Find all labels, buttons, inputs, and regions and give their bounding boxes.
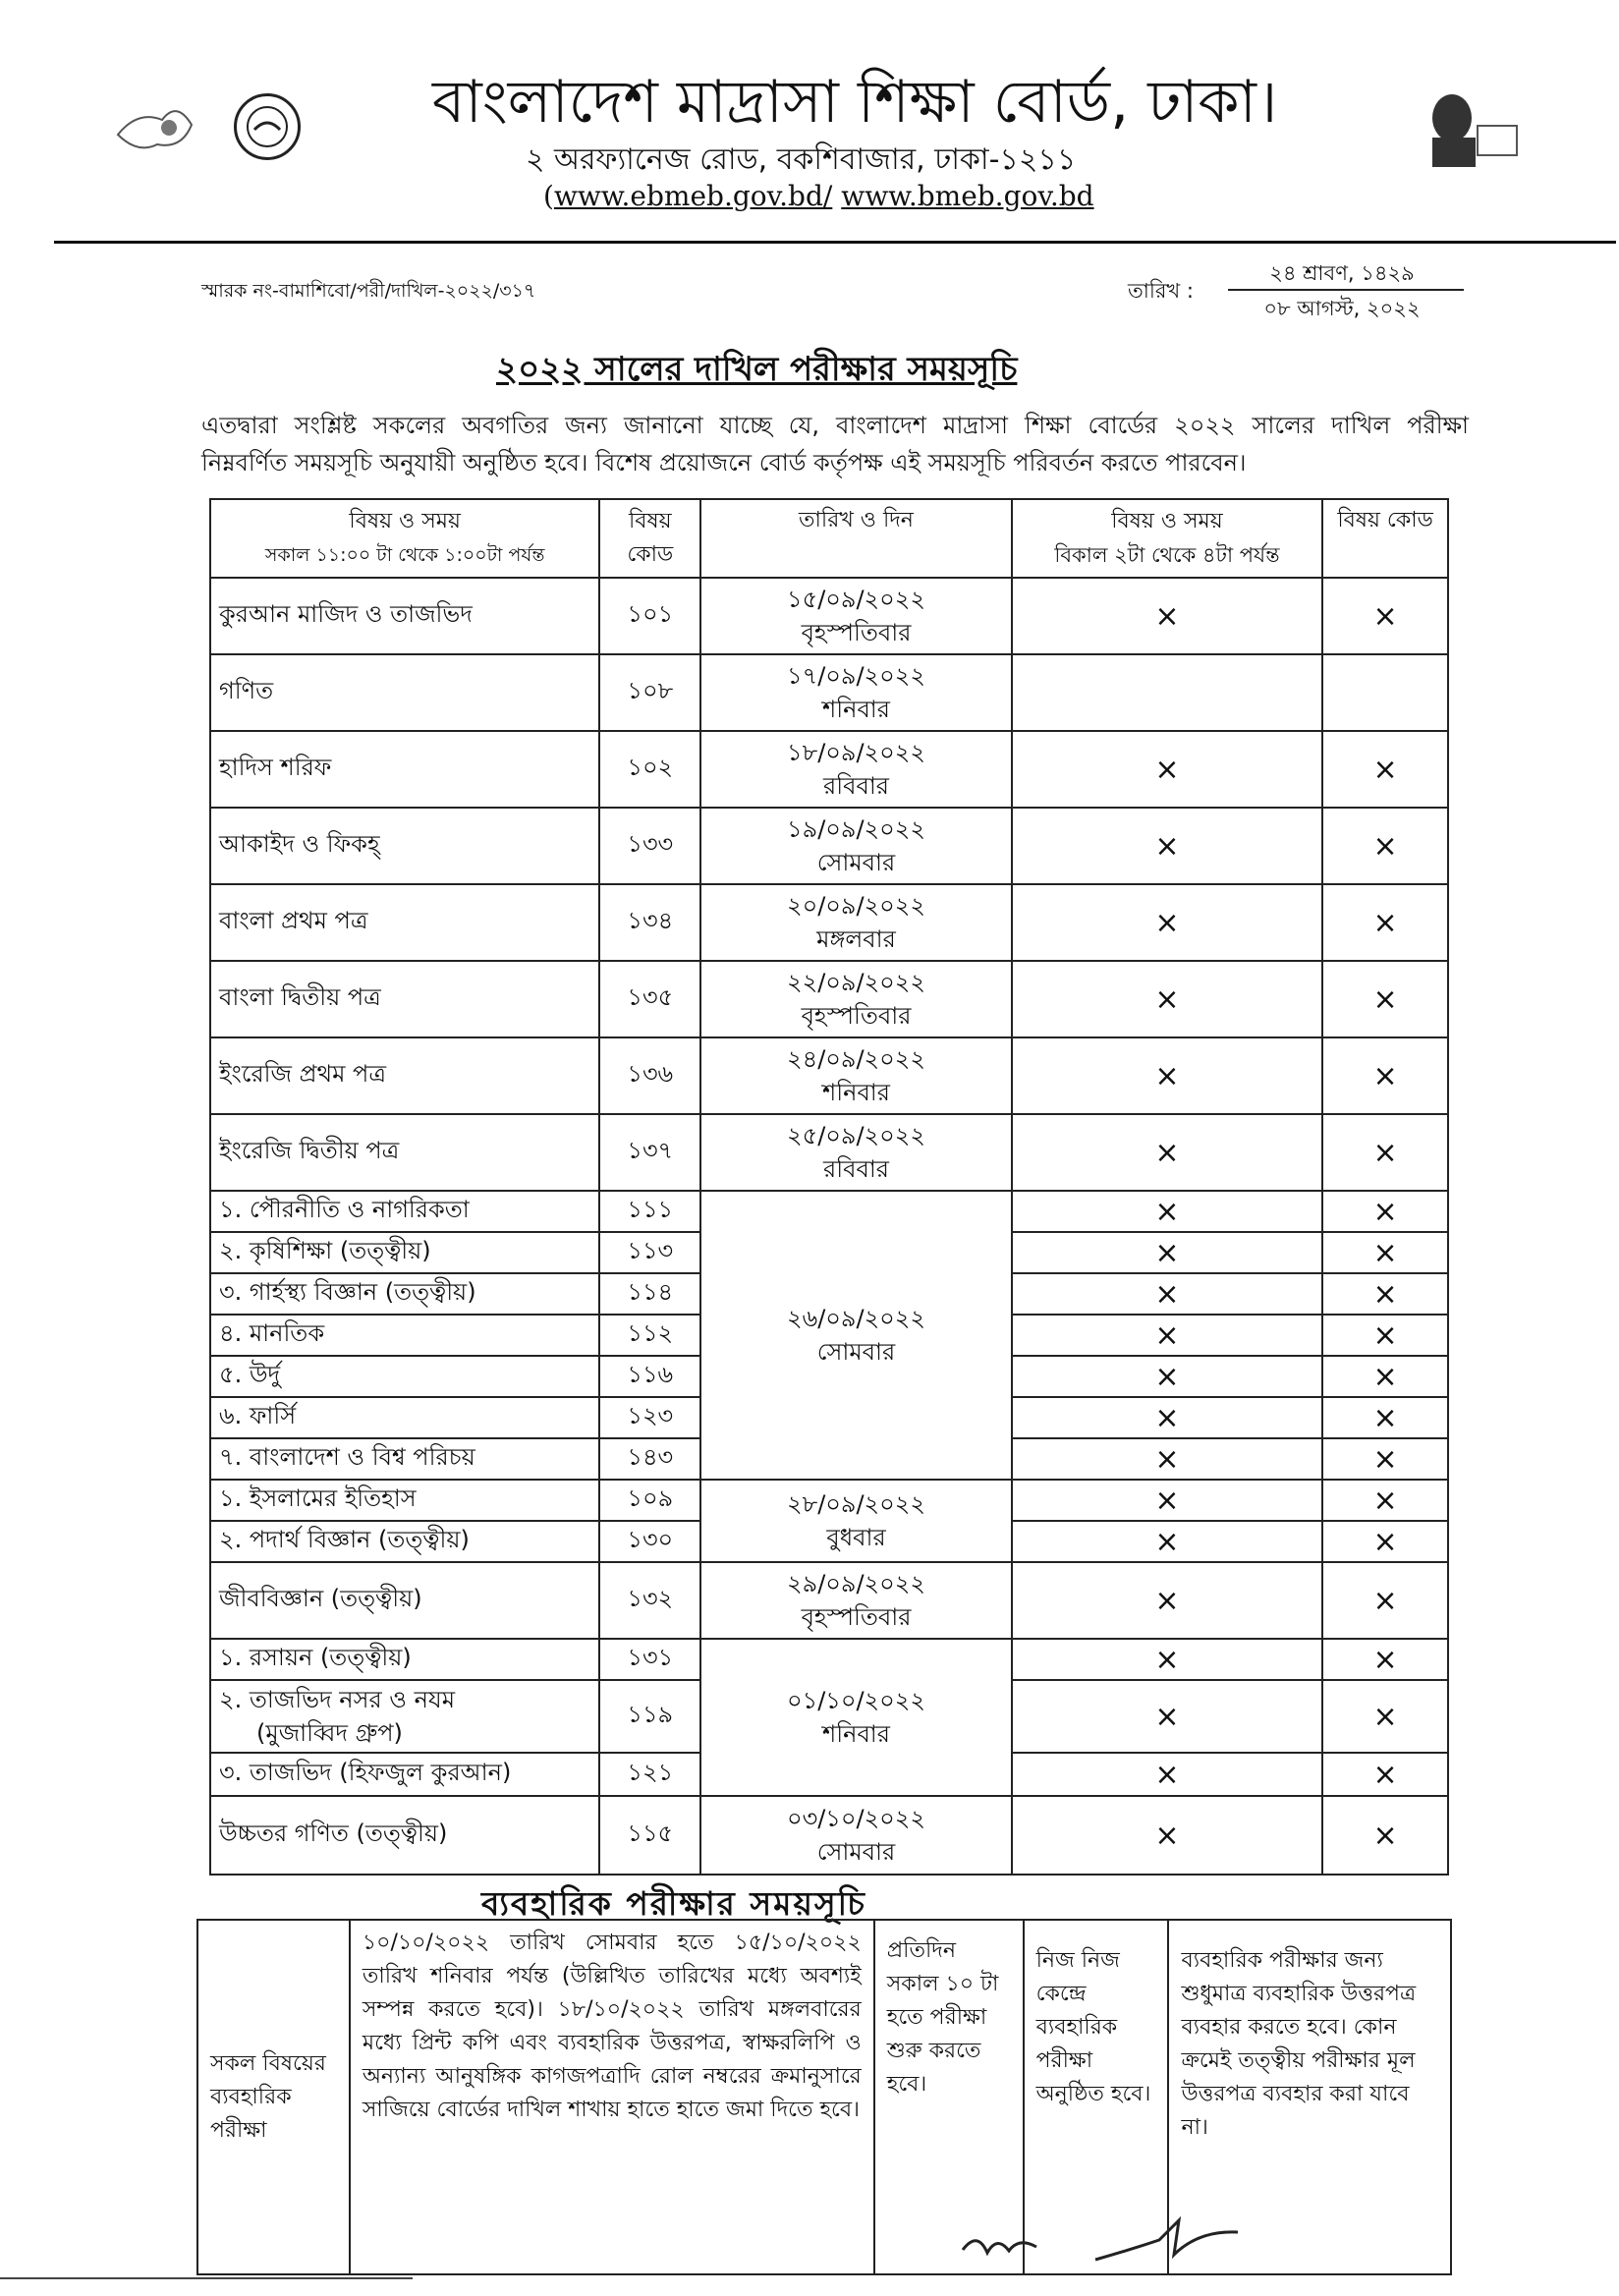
cross-mark: × (1012, 578, 1322, 654)
subject-cell: ৬. ফার্সি (210, 1397, 599, 1438)
date-cell: ১৭/০৯/২০২২ শনিবার (700, 654, 1012, 731)
signature (1090, 2211, 1248, 2273)
table-row (210, 1639, 1448, 1680)
cross-mark: × (1012, 1521, 1322, 1562)
date-english: ০৮ আগস্ট, ২০২২ (1263, 297, 1421, 320)
subject-cell: ৭. বাংলাদেশ ও বিশ্ব পরিচয় (210, 1438, 599, 1480)
website-link-bmeb[interactable]: www.bmeb.gov.bd (841, 180, 1094, 212)
table-row (210, 1562, 1448, 1639)
practical-row (197, 1920, 1451, 2274)
subject-cell: বাংলা দ্বিতীয় পত্র (210, 961, 599, 1037)
col-code-afternoon: বিষয় কোড (1322, 499, 1448, 578)
subject-cell: আকাইদ ও ফিকহ্ (210, 808, 599, 884)
subject-cell: ইংরেজি প্রথম পত্র (210, 1037, 599, 1114)
page-title: ২০২২ সালের দাখিল পরীক্ষার সময়সূচি (496, 350, 1018, 389)
code-cell: ১১৬ (599, 1356, 700, 1397)
practical-schedule-table (196, 1919, 1452, 2275)
subject-cell: ২. পদার্থ বিজ্ঞান (তত্ত্বীয়) (210, 1521, 599, 1562)
table-row (210, 808, 1448, 884)
table-row (210, 884, 1448, 961)
code-cell: ১৩৫ (599, 961, 700, 1037)
cross-mark: × (1012, 1680, 1322, 1753)
cross-mark: × (1012, 1397, 1322, 1438)
cross-mark: × (1322, 1397, 1448, 1438)
cross-mark: × (1322, 1191, 1448, 1232)
date-cell: ২৫/০৯/২০২২ রবিবার (700, 1114, 1012, 1191)
cross-mark: × (1012, 1037, 1322, 1114)
date-cell: ২০/০৯/২০২২ মঙ্গলবার (700, 884, 1012, 961)
cross-mark: × (1322, 1356, 1448, 1397)
memo-reference: স্মারক নং-বামাশিবো/পরী/দাখিল-২০২২/৩১৭ (201, 280, 536, 302)
cross-mark: × (1322, 1480, 1448, 1521)
subject-cell: ২. তাজভিদ নসর ও নযম (মুজাব্বিদ গ্রুপ) (210, 1680, 599, 1753)
subject-cell: হাদিস শরিফ (210, 731, 599, 808)
subject-cell: বাংলা প্রথম পত্র (210, 884, 599, 961)
cross-mark: × (1322, 1438, 1448, 1480)
practical-dates: ১০/১০/২০২২ তারিখ সোমবার হতে ১৫/১০/২০২২ তারিখ শনিবার পর্যন্ত (উল্লিখিত তারিখের মধ্যে অবশ্যই সম্পন্ন করতে হবে)। ১৮/১০/২০২২ তারিখ মঙ্গলবারের মধ্যে প্রিন্ট কপি এবং ব্যবহারিক উত্তরপত্র, স্বাক্ষরলিপি ও অন্যান্য আনুষঙ্গিক কাগজপত্রাদি রোল নম্বরের ক্রমানুসারে সাজিয়ে বোর্ডের দাখিল শাখায় হাতে হাতে জমা দিতে হবে। (350, 1920, 874, 2274)
subject-cell: ৩. গার্হস্থ্য বিজ্ঞান (তত্ত্বীয়) (210, 1273, 599, 1315)
code-cell: ১৪৩ (599, 1438, 700, 1480)
code-cell: ১১৪ (599, 1273, 700, 1315)
cross-mark: × (1322, 1114, 1448, 1191)
cross-mark: × (1012, 1232, 1322, 1273)
web-prefix: ( (543, 180, 554, 212)
table-header-row (210, 499, 1448, 578)
cross-mark: × (1322, 1796, 1448, 1875)
cross-mark: × (1322, 1232, 1448, 1273)
cross-mark: × (1322, 961, 1448, 1037)
date-label: তারিখ : (1128, 279, 1194, 303)
cross-mark: × (1322, 1680, 1448, 1753)
subject-cell: কুরআন মাজিদ ও তাজভিদ (210, 578, 599, 654)
cross-mark: × (1322, 1315, 1448, 1356)
practical-heading: ব্যবহারিক পরীক্ষার সময়সূচি (481, 1884, 866, 1923)
col-date: তারিখ ও দিন (700, 499, 1012, 578)
code-cell: ১১৫ (599, 1796, 700, 1875)
table-row (210, 1191, 1448, 1232)
practical-answer-sheet-note: ব্যবহারিক পরীক্ষার জন্য শুধুমাত্র ব্যবহারিক উত্তরপত্র ব্যবহার করতে হবে। কোন ক্রমেই তত্ত্বীয় পরীক্ষার মূল উত্তরপত্র ব্যবহার করা যাবে না। (1168, 1920, 1451, 2274)
empty-cell (1322, 654, 1448, 731)
table-row (210, 578, 1448, 654)
signature-initial (958, 2225, 1046, 2268)
table-row (210, 1480, 1448, 1521)
cross-mark: × (1322, 1521, 1448, 1562)
cross-mark: × (1012, 731, 1322, 808)
page-fold-line (0, 2277, 413, 2279)
cross-mark: × (1012, 1796, 1322, 1875)
intro-paragraph-line1: এতদ্বারা সংশ্লিষ্ট সকলের অবগতির জন্য জানানো যাচ্ছে যে, বাংলাদেশ মাদ্রাসা শিক্ষা বোর্ডের ২০২২ সালের দাখিল পরীক্ষা (201, 412, 1469, 439)
cross-mark: × (1322, 731, 1448, 808)
board-title: বাংলাদেশ মাদ্রাসা শিক্ষা বোর্ড, ঢাকা। (432, 68, 1278, 137)
date-cell: ১৯/০৯/২০২২ সোমবার (700, 808, 1012, 884)
subject-cell: ইংরেজি দ্বিতীয় পত্র (210, 1114, 599, 1191)
table-row (210, 1114, 1448, 1191)
date-cell: ১৮/০৯/২০২২ রবিবার (700, 731, 1012, 808)
subject-cell: ১. পৌরনীতি ও নাগরিকতা (210, 1191, 599, 1232)
table-row (210, 654, 1448, 731)
date-cell: ২৮/০৯/২০২২ বুধবার (700, 1480, 1012, 1562)
subject-cell: ১. রসায়ন (তত্ত্বীয়) (210, 1639, 599, 1680)
cross-mark: × (1012, 961, 1322, 1037)
date-bangla: ২৪ শ্রাবণ, ১৪২৯ (1269, 261, 1415, 285)
practical-start-time: প্রতিদিন সকাল ১০ টা হতে পরীক্ষা শুরু করতে হবে। (874, 1920, 1024, 2274)
mujib-centenary-logo-icon (1415, 86, 1523, 173)
header-divider (54, 241, 1616, 244)
practical-venue: নিজ নিজ কেন্দ্রে ব্যবহারিক পরীক্ষা অনুষ্ঠিত হবে। (1024, 1920, 1169, 2274)
cross-mark: × (1012, 1273, 1322, 1315)
cross-mark: × (1012, 1438, 1322, 1480)
empty-cell (1012, 654, 1322, 731)
cross-mark: × (1012, 1753, 1322, 1796)
code-cell: ১০২ (599, 731, 700, 808)
website-link-ebmeb[interactable]: www.ebmeb.gov.bd/ (553, 180, 833, 212)
col-subject-morning: বিষয় ও সময় সকাল ১১:০০ টা থেকে ১:০০টা পর্যন্ত (210, 499, 599, 578)
cross-mark: × (1012, 884, 1322, 961)
cross-mark: × (1322, 1273, 1448, 1315)
websites (543, 180, 1094, 212)
code-cell: ১২১ (599, 1753, 700, 1796)
code-cell: ১৩১ (599, 1639, 700, 1680)
subject-cell: গণিত (210, 654, 599, 731)
code-cell: ১৩২ (599, 1562, 700, 1639)
cross-mark: × (1322, 578, 1448, 654)
practical-subjects: সকল বিষয়ের ব্যবহারিক পরীক্ষা (197, 1920, 350, 2274)
table-row (210, 961, 1448, 1037)
cross-mark: × (1012, 1191, 1322, 1232)
table-row (210, 1037, 1448, 1114)
subject-cell: উচ্চতর গণিত (তত্ত্বীয়) (210, 1796, 599, 1875)
code-cell: ১৩৪ (599, 884, 700, 961)
board-seal-icon (234, 93, 301, 160)
code-cell: ১১৯ (599, 1680, 700, 1753)
cross-mark: × (1012, 1315, 1322, 1356)
date-cell: ০৩/১০/২০২২ সোমবার (700, 1796, 1012, 1875)
code-cell: ১১১ (599, 1191, 700, 1232)
cross-mark: × (1322, 1639, 1448, 1680)
code-cell: ১২৩ (599, 1397, 700, 1438)
mujib-emblem (108, 90, 196, 159)
code-cell: ১৩০ (599, 1521, 700, 1562)
cross-mark: × (1322, 1753, 1448, 1796)
code-cell: ১৩৩ (599, 808, 700, 884)
intro-paragraph-line2: নিম্নবর্ণিত সময়সূচি অনুযায়ী অনুষ্ঠিত হবে। বিশেষ প্রয়োজনে বোর্ড কর্তৃপক্ষ এই সময়সূচি পরিবর্তন করতে পারবেন। (201, 449, 1247, 476)
cross-mark: × (1012, 1356, 1322, 1397)
code-cell: ১০৯ (599, 1480, 700, 1521)
table-row (210, 731, 1448, 808)
code-cell: ১৩৭ (599, 1114, 700, 1191)
code-cell: ১০১ (599, 578, 700, 654)
cross-mark: × (1322, 808, 1448, 884)
board-address: ২ অরফ্যানেজ রোড, বকশিবাজার, ঢাকা-১২১১ (526, 142, 1077, 177)
table-row (210, 1796, 1448, 1875)
subject-cell: ২. কৃষিশিক্ষা (তত্ত্বীয়) (210, 1232, 599, 1273)
code-cell: ১০৮ (599, 654, 700, 731)
cross-mark: × (1012, 1562, 1322, 1639)
cross-mark: × (1322, 1037, 1448, 1114)
subject-cell: ৪. মানতিক (210, 1315, 599, 1356)
cross-mark: × (1322, 1562, 1448, 1639)
date-cell: ২৪/০৯/২০২২ শনিবার (700, 1037, 1012, 1114)
date-cell: ২২/০৯/২০২২ বৃহস্পতিবার (700, 961, 1012, 1037)
date-cell: ২৬/০৯/২০২২ সোমবার (700, 1191, 1012, 1480)
col-subject-afternoon: বিষয় ও সময় বিকাল ২টা থেকে ৪টা পর্যন্ত (1012, 499, 1322, 578)
date-cell: ২৯/০৯/২০২২ বৃহস্পতিবার (700, 1562, 1012, 1639)
col-code: বিষয় কোড (599, 499, 700, 578)
code-cell: ১১২ (599, 1315, 700, 1356)
cross-mark: × (1322, 884, 1448, 961)
subject-cell: জীববিজ্ঞান (তত্ত্বীয়) (210, 1562, 599, 1639)
date-divider (1228, 289, 1464, 291)
subject-cell: ৩. তাজভিদ (হিফজুল কুরআন) (210, 1753, 599, 1796)
exam-schedule-table (209, 498, 1449, 1876)
emblem-icon (108, 90, 196, 159)
cross-mark: × (1012, 1480, 1322, 1521)
cross-mark: × (1012, 1114, 1322, 1191)
date-cell: ০১/১০/২০২২ শনিবার (700, 1639, 1012, 1796)
cross-mark: × (1012, 1639, 1322, 1680)
subject-cell: ৫. উর্দু (210, 1356, 599, 1397)
cross-mark: × (1012, 808, 1322, 884)
code-cell: ১১৩ (599, 1232, 700, 1273)
subject-cell: ১. ইসলামের ইতিহাস (210, 1480, 599, 1521)
date-cell: ১৫/০৯/২০২২ বৃহস্পতিবার (700, 578, 1012, 654)
code-cell: ১৩৬ (599, 1037, 700, 1114)
